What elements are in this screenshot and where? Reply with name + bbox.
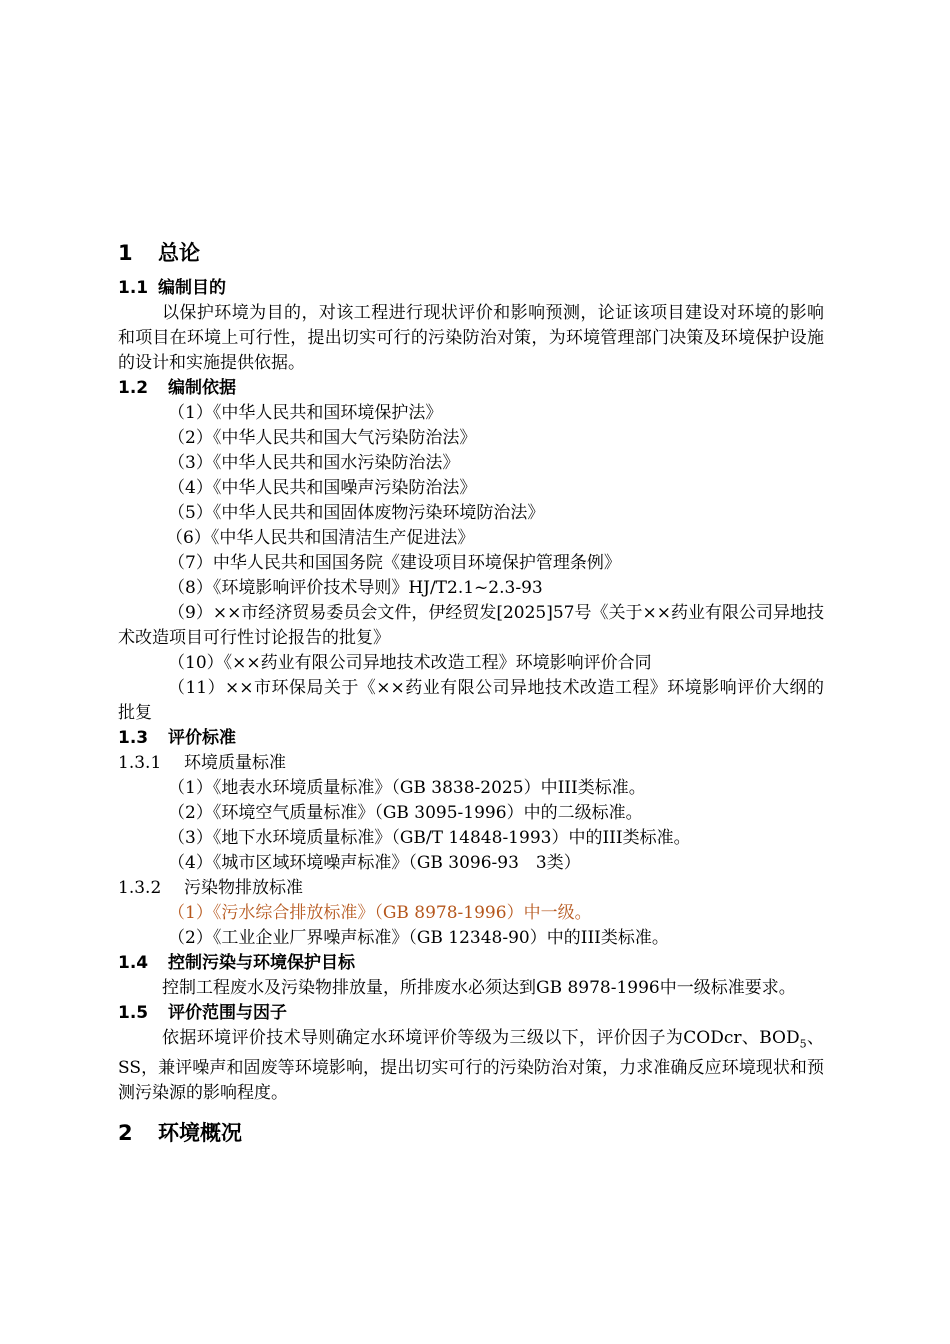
section-heading-1-3-1: 1.3.1 环境质量标准: [118, 753, 286, 773]
list-item: （3）《地下水环境质量标准》（GB/T 14848-1993）中的III类标准。: [168, 828, 691, 848]
list-item: （10）《××药业有限公司异地技术改造工程》环境影响评价合同: [168, 653, 652, 673]
list-item: （2）《环境空气质量标准》（GB 3095-1996）中的二级标准。: [168, 803, 643, 823]
list-item: （2）《工业企业厂界噪声标准》（GB 12348-90）中的III类标准。: [168, 928, 669, 948]
section-heading-1-3-2: 1.3.2 污染物排放标准: [118, 878, 303, 898]
paragraph-purpose: 以保护环境为目的，对该工程进行现状评价和影响预测，论证该项目建设对环境的影响和项目在环境上可行性，提出切实可行的污染防治对策，为环境管理部门决策及环境保护设施的设计和实施提供依据。: [118, 303, 824, 373]
list-item: （4）《中华人民共和国噪声污染防治法》: [168, 478, 477, 498]
section-heading-1-5: 1.5 评价范围与因子: [118, 1003, 287, 1023]
section-heading-2: 2 环境概况: [118, 1121, 242, 1146]
section-heading-1-4: 1.4 控制污染与环境保护目标: [118, 953, 355, 973]
list-item-highlighted: （1）《污水综合排放标准》（GB 8978-1996）中一级。: [168, 903, 592, 923]
list-item: （2）《中华人民共和国大气污染防治法》: [168, 428, 477, 448]
section-heading-1: 1 总论: [118, 241, 200, 265]
list-item: （1）《中华人民共和国环境保护法》: [168, 403, 443, 423]
section-heading-1-3: 1.3 评价标准: [118, 728, 236, 748]
paragraph-control-targets: 控制工程废水及污染物排放量，所排废水必须达到GB 8978-1996中一级标准要求。: [162, 978, 796, 998]
list-item: （9）××市经济贸易委员会文件，伊经贸发[2025]57号《关于××药业有限公司异地技术改造项目可行性讨论报告的批复》: [118, 603, 824, 648]
list-item: （4）《城市区域环境噪声标准》（GB 3096-93 3类）: [168, 853, 581, 873]
list-item: （1）《地表水环境质量标准》（GB 3838-2025）中III类标准。: [168, 778, 646, 798]
document-page: [118, 236, 824, 1150]
list-item: （5）《中华人民共和国固体废物污染环境防治法》: [168, 503, 545, 523]
list-item: （6）《中华人民共和国清洁生产促进法》: [166, 528, 475, 548]
list-item: （7）中华人民共和国国务院《建设项目环境保护管理条例》: [168, 553, 621, 573]
list-item: （11）××市环保局关于《××药业有限公司异地技术改造工程》环境影响评价大纲的批复: [118, 678, 824, 723]
section-heading-1-1: 1.1 编制目的: [118, 278, 226, 298]
list-item: （8）《环境影响评价技术导则》HJ/T2.1~2.3-93: [168, 578, 543, 598]
paragraph-scope-factors: 依据环境评价技术导则确定水环境评价等级为三级以下，评价因子为CODcr、$BOD_5$、SS，兼评噪声和固废等环境影响，提出切实可行的污染防治对策，力求准确反应环境现状和预测污染源的影响程度。: [118, 1028, 825, 1104]
section-heading-1-2: 1.2 编制依据: [118, 378, 236, 398]
list-item: （3）《中华人民共和国水污染防治法》: [168, 453, 460, 473]
